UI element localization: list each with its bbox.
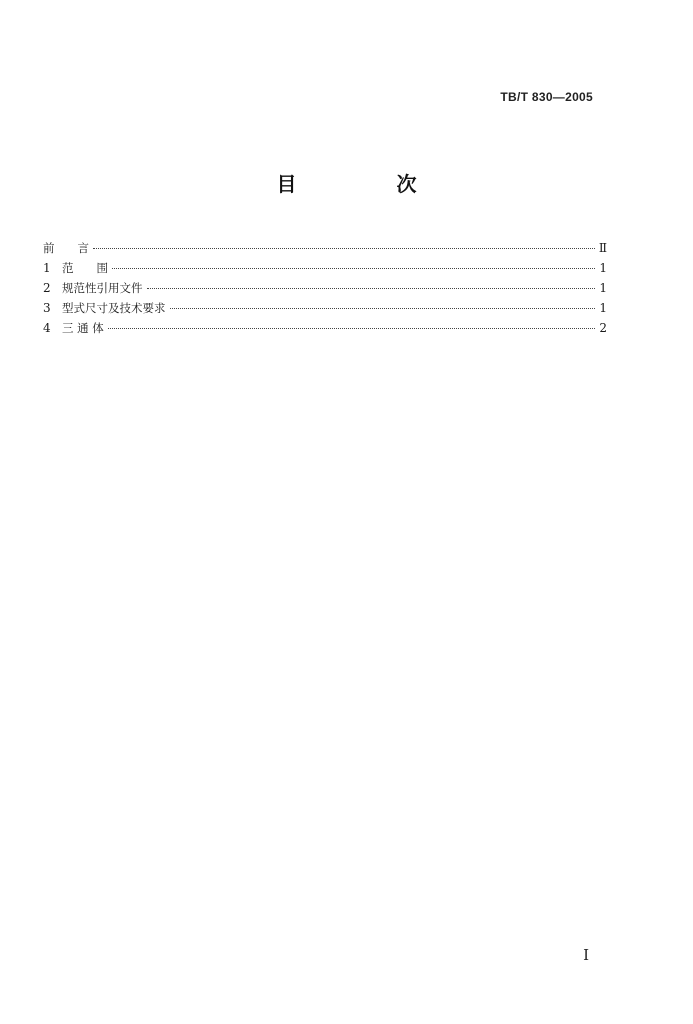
toc-entry-type-dimensions[interactable] [43, 298, 607, 318]
toc-entry-page: 1 [599, 281, 607, 295]
toc-entry-label: 型式尺寸及技术要求 [62, 301, 166, 315]
toc-entry-page: Ⅱ [598, 241, 607, 255]
dot-leader [170, 308, 596, 309]
toc-entry-label: 范 围 [62, 261, 108, 275]
dot-leader [93, 248, 595, 249]
dot-leader [112, 268, 595, 269]
dot-leader [147, 288, 596, 289]
dot-leader [108, 328, 595, 329]
toc-entry-foreword[interactable] [43, 238, 607, 258]
toc-entry-label: 规范性引用文件 [62, 281, 143, 295]
toc-entry-scope[interactable] [43, 258, 607, 278]
table-of-contents [43, 238, 607, 338]
standard-code: TB/T 830—2005 [500, 90, 593, 104]
toc-entry-number: 1 [43, 261, 51, 275]
toc-entry-page: 1 [599, 261, 607, 275]
page-title: 目 次 [276, 172, 457, 196]
toc-entry-label: 三 通 体 [62, 321, 104, 335]
toc-entry-tee-body[interactable] [43, 318, 607, 338]
toc-entry-number: 2 [43, 281, 51, 295]
toc-entry-normative-references[interactable] [43, 278, 607, 298]
page-number: I [583, 946, 589, 964]
toc-entry-label: 前 言 [43, 241, 89, 255]
toc-entry-page: 2 [599, 321, 607, 335]
toc-entry-number: 3 [43, 301, 51, 315]
toc-entry-number: 4 [43, 321, 51, 335]
toc-entry-page: 1 [599, 301, 607, 315]
